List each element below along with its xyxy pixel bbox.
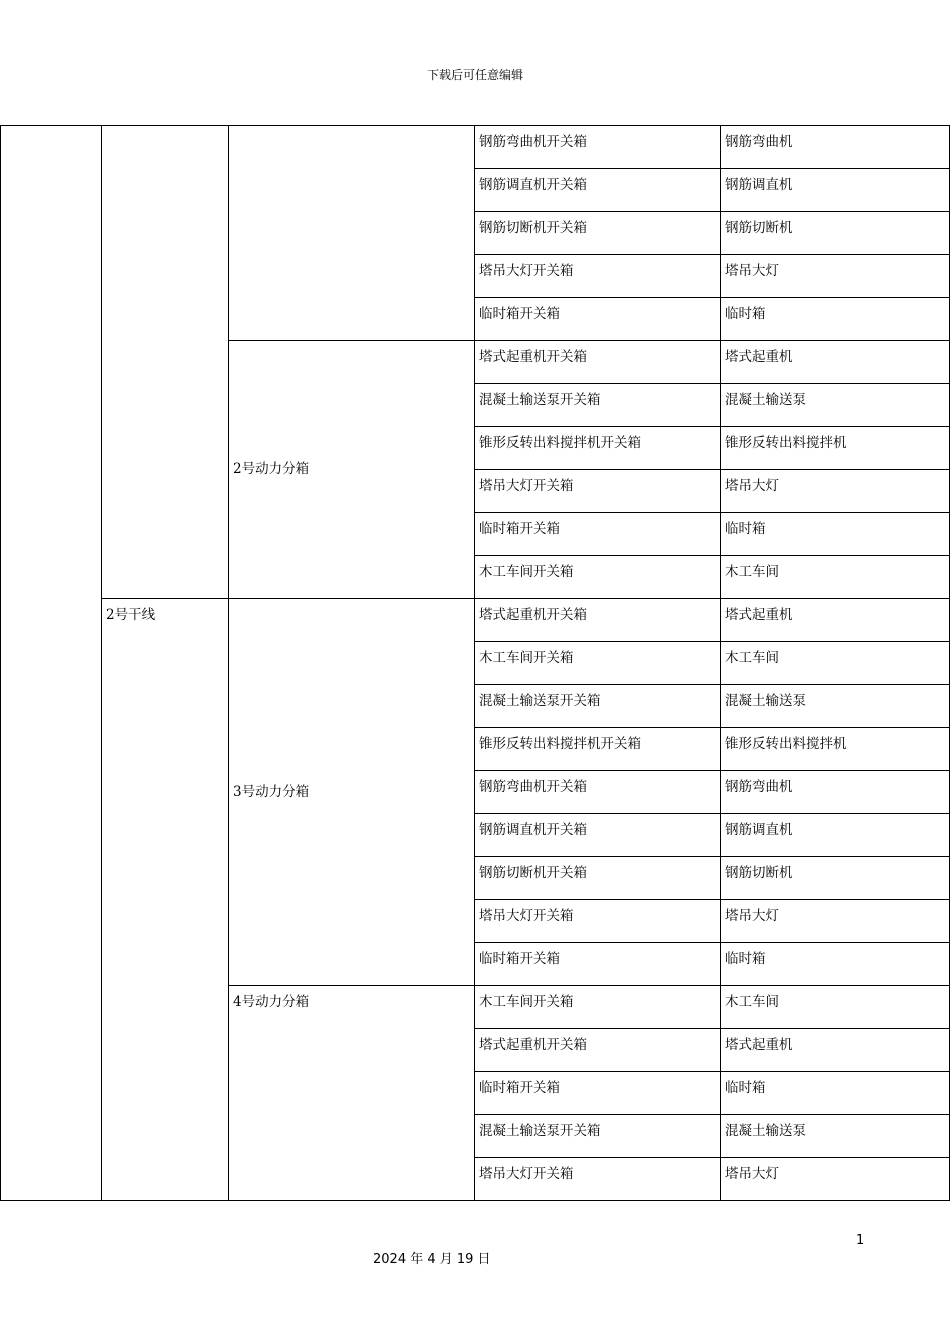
equipment-cell: 塔吊大灯 [721, 470, 950, 513]
switch-box-cell: 锥形反转出料搅拌机开关箱 [475, 427, 721, 470]
switch-box-cell: 塔吊大灯开关箱 [475, 255, 721, 298]
equipment-cell: 锥形反转出料搅拌机 [721, 728, 950, 771]
switch-box-cell: 临时箱开关箱 [475, 298, 721, 341]
equipment-cell: 塔吊大灯 [721, 1158, 950, 1201]
switch-box-cell: 混凝土输送泵开关箱 [475, 1115, 721, 1158]
switch-box-cell: 临时箱开关箱 [475, 1072, 721, 1115]
equipment-cell: 钢筋弯曲机 [721, 126, 950, 169]
equipment-cell: 钢筋弯曲机 [721, 771, 950, 814]
table-row [1, 599, 950, 642]
switch-box-cell: 塔式起重机开关箱 [475, 599, 721, 642]
equipment-cell: 钢筋切断机 [721, 212, 950, 255]
switch-box-cell: 临时箱开关箱 [475, 513, 721, 556]
equipment-cell: 塔吊大灯 [721, 255, 950, 298]
switch-box-cell: 混凝土输送泵开关箱 [475, 685, 721, 728]
switch-box-cell: 塔式起重机开关箱 [475, 1029, 721, 1072]
root-cell [1, 126, 102, 1201]
equipment-cell: 混凝土输送泵 [721, 384, 950, 427]
equipment-cell: 木工车间 [721, 642, 950, 685]
switch-box-cell: 塔吊大灯开关箱 [475, 1158, 721, 1201]
switch-box-cell: 钢筋调直机开关箱 [475, 169, 721, 212]
distribution-box-cell: 2号动力分箱 [229, 341, 475, 599]
equipment-cell: 钢筋切断机 [721, 857, 950, 900]
equipment-cell: 临时箱 [721, 943, 950, 986]
switch-box-cell: 钢筋调直机开关箱 [475, 814, 721, 857]
trunk-cell-2: 2号干线 [102, 599, 229, 1201]
equipment-cell: 木工车间 [721, 556, 950, 599]
equipment-cell: 锥形反转出料搅拌机 [721, 427, 950, 470]
equipment-cell: 塔式起重机 [721, 341, 950, 384]
distribution-table [0, 125, 950, 1201]
footer-date: 2024 年 4 月 19 日 [373, 1252, 491, 1267]
switch-box-cell: 钢筋切断机开关箱 [475, 857, 721, 900]
trunk-cell-1 [102, 126, 229, 599]
switch-box-cell: 塔吊大灯开关箱 [475, 470, 721, 513]
equipment-cell: 塔式起重机 [721, 1029, 950, 1072]
switch-box-cell: 锥形反转出料搅拌机开关箱 [475, 728, 721, 771]
switch-box-cell: 塔吊大灯开关箱 [475, 900, 721, 943]
switch-box-cell: 钢筋切断机开关箱 [475, 212, 721, 255]
switch-box-cell: 木工车间开关箱 [475, 642, 721, 685]
switch-box-cell: 临时箱开关箱 [475, 943, 721, 986]
page-header: 下载后可任意编辑 [426, 68, 523, 82]
equipment-cell: 木工车间 [721, 986, 950, 1029]
table-row [1, 126, 950, 169]
switch-box-cell: 钢筋弯曲机开关箱 [475, 126, 721, 169]
equipment-cell: 混凝土输送泵 [721, 685, 950, 728]
equipment-cell: 临时箱 [721, 513, 950, 556]
switch-box-cell: 木工车间开关箱 [475, 986, 721, 1029]
equipment-cell: 混凝土输送泵 [721, 1115, 950, 1158]
equipment-cell: 塔吊大灯 [721, 900, 950, 943]
page-number: 1 [856, 1233, 865, 1248]
switch-box-cell: 木工车间开关箱 [475, 556, 721, 599]
distribution-box-cell [229, 126, 475, 341]
equipment-cell: 塔式起重机 [721, 599, 950, 642]
switch-box-cell: 混凝土输送泵开关箱 [475, 384, 721, 427]
equipment-cell: 钢筋调直机 [721, 169, 950, 212]
equipment-cell: 临时箱 [721, 298, 950, 341]
switch-box-cell: 钢筋弯曲机开关箱 [475, 771, 721, 814]
distribution-box-cell: 4号动力分箱 [229, 986, 475, 1201]
switch-box-cell: 塔式起重机开关箱 [475, 341, 721, 384]
distribution-box-cell: 3号动力分箱 [229, 599, 475, 986]
equipment-cell: 钢筋调直机 [721, 814, 950, 857]
equipment-cell: 临时箱 [721, 1072, 950, 1115]
